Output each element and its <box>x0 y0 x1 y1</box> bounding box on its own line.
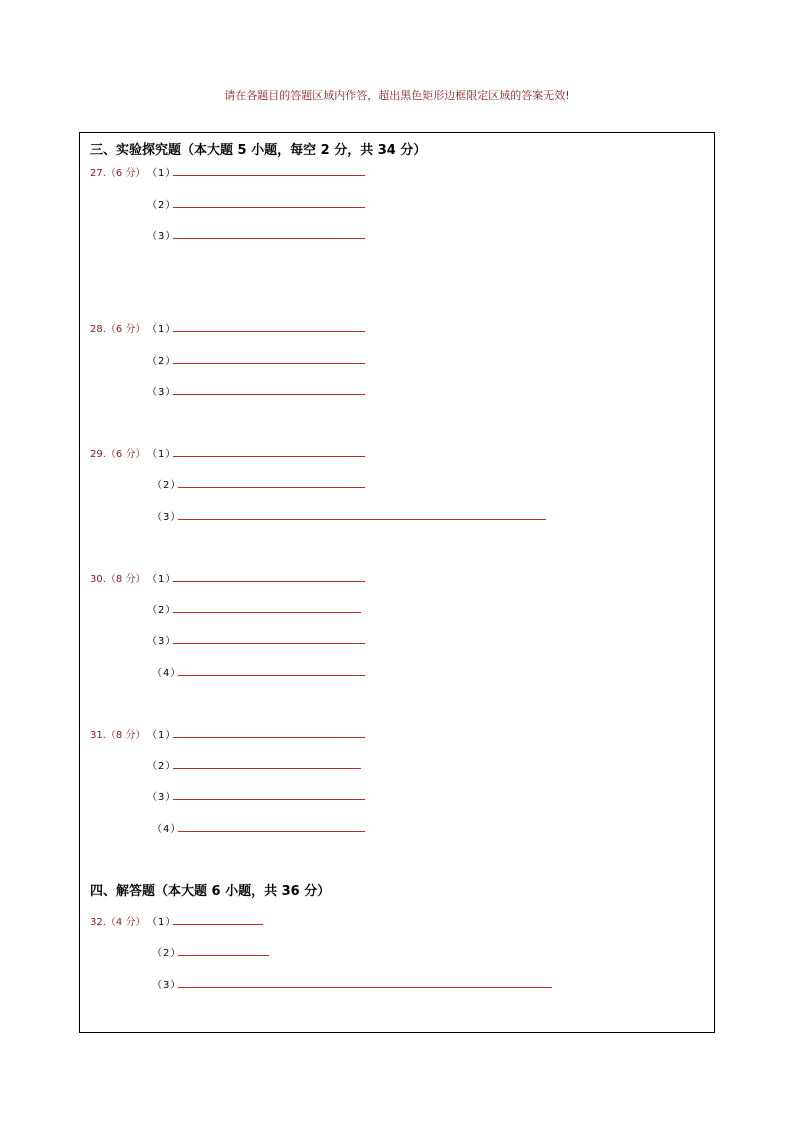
answer-frame <box>79 132 715 1033</box>
part-label: （1） <box>147 917 177 928</box>
answer-line[interactable] <box>178 675 365 676</box>
answer-line[interactable] <box>173 175 365 176</box>
question-label: 30.（8 分） <box>90 574 146 585</box>
answer-line[interactable] <box>178 831 365 832</box>
part-label: （1） <box>147 449 177 460</box>
answer-line[interactable] <box>173 737 365 738</box>
answer-line[interactable] <box>178 519 546 520</box>
answer-line[interactable] <box>173 799 365 800</box>
section-title-solution: 四、解答题（本大题 6 小题，共 36 分） <box>90 884 331 899</box>
answer-line[interactable] <box>173 612 361 613</box>
answer-line[interactable] <box>173 768 361 769</box>
part-label: （1） <box>147 574 177 585</box>
part-label: （3） <box>152 512 182 523</box>
part-label: （4） <box>152 668 182 679</box>
answer-line[interactable] <box>173 581 365 582</box>
question-label: 28.（6 分） <box>90 324 146 335</box>
part-label: （3） <box>152 980 182 991</box>
answer-line[interactable] <box>173 331 365 332</box>
part-label: （3） <box>147 231 177 242</box>
part-label: （1） <box>147 730 177 741</box>
question-label: 32.（4 分） <box>90 917 146 928</box>
part-label: （2） <box>147 356 177 367</box>
part-label: （3） <box>147 387 177 398</box>
answer-area-notice: 请在各题目的答题区域内作答，超出黑色矩形边框限定区域的答案无效! <box>224 89 570 102</box>
part-label: （2） <box>147 200 177 211</box>
part-label: （1） <box>147 324 177 335</box>
answer-line[interactable] <box>173 238 365 239</box>
answer-line[interactable] <box>178 955 269 956</box>
question-label: 27.（6 分） <box>90 168 146 179</box>
part-label: （2） <box>147 761 177 772</box>
part-label: （2） <box>147 605 177 616</box>
part-label: （2） <box>152 948 182 959</box>
part-label: （3） <box>147 636 177 647</box>
question-label: 29.（6 分） <box>90 449 146 460</box>
section-title-experiment: 三、实验探究题（本大题 5 小题，每空 2 分，共 34 分） <box>90 143 427 158</box>
part-label: （3） <box>147 792 177 803</box>
part-label: （2） <box>152 480 182 491</box>
answer-line[interactable] <box>178 487 365 488</box>
answer-line[interactable] <box>173 643 365 644</box>
part-label: （1） <box>147 168 177 179</box>
question-label: 31.（8 分） <box>90 730 146 741</box>
answer-line[interactable] <box>178 987 552 988</box>
answer-line[interactable] <box>173 394 365 395</box>
answer-line[interactable] <box>173 363 365 364</box>
answer-line[interactable] <box>173 207 365 208</box>
answer-line[interactable] <box>173 456 365 457</box>
part-label: （4） <box>152 824 182 835</box>
answer-line[interactable] <box>173 924 263 925</box>
